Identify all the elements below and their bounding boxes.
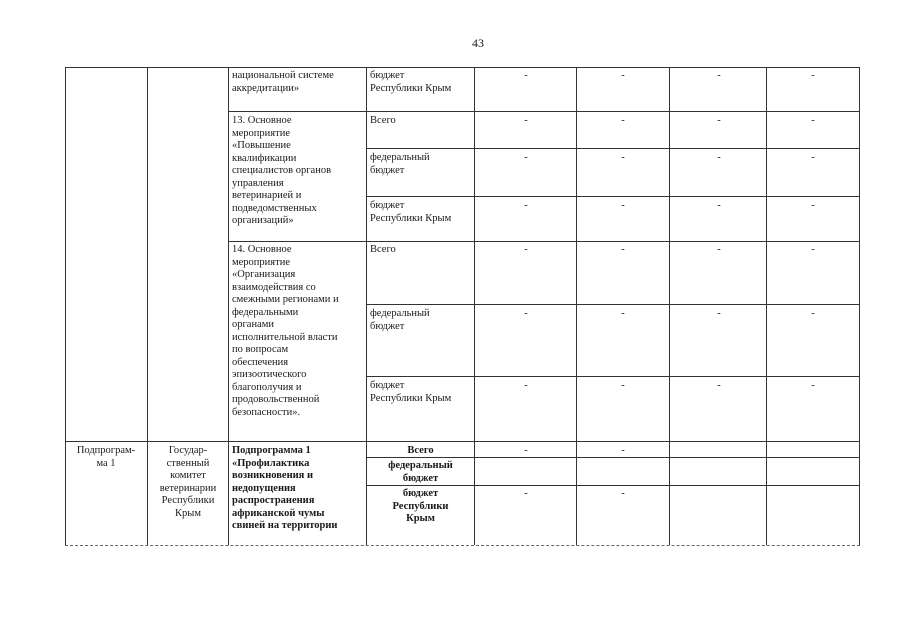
- value-cell: -: [621, 308, 625, 319]
- value-cell: -: [524, 244, 528, 255]
- col-border: [669, 67, 670, 545]
- status-cell: Подпрограм- ма 1: [76, 445, 136, 469]
- row-divider: [366, 376, 860, 377]
- value-cell: -: [811, 380, 815, 391]
- value-cell: -: [524, 380, 528, 391]
- value-cell: -: [621, 445, 625, 456]
- value-cell: -: [621, 152, 625, 163]
- row-divider: [366, 485, 860, 486]
- value-cell: -: [524, 115, 528, 126]
- funding-source-cell: федеральный бюджет: [388, 460, 453, 484]
- value-cell: -: [621, 70, 625, 81]
- value-cell: -: [717, 200, 721, 211]
- value-cell: -: [524, 152, 528, 163]
- executor-cell: Государ- ственный комитет ветеринарии Республики Крым: [159, 445, 217, 519]
- value-cell: -: [621, 380, 625, 391]
- row-divider: [366, 304, 860, 305]
- funding-source-cell: бюджет Республики Крым: [392, 488, 449, 524]
- value-cell: -: [717, 115, 721, 126]
- value-cell: -: [811, 152, 815, 163]
- value-cell: -: [621, 200, 625, 211]
- value-cell: -: [621, 244, 625, 255]
- funding-source-cell: Всего: [370, 115, 396, 126]
- col-border: [228, 67, 229, 545]
- col-border: [576, 67, 577, 545]
- funding-source-cell: Всего: [407, 445, 434, 456]
- measure-cell: национальной системе аккредитации»: [232, 70, 334, 94]
- table-bottom-border: [65, 545, 860, 546]
- value-cell: -: [524, 488, 528, 499]
- value-cell: -: [811, 200, 815, 211]
- measure-cell: 13. Основное мероприятие «Повышение квалификации специалистов органов управления ветеринарией и подведомственных организаций»: [232, 115, 332, 226]
- value-cell: -: [811, 308, 815, 319]
- value-cell: -: [811, 70, 815, 81]
- col-border: [474, 67, 475, 545]
- funding-source-cell: федеральный бюджет: [370, 152, 430, 176]
- page-number: 43: [472, 36, 484, 50]
- funding-source-cell: Всего: [370, 244, 396, 255]
- measure-cell: 14. Основное мероприятие «Организация взаимодействия со смежными регионами и федеральными органами исполнительной власти по вопросам обеспечения эпизоотического благополучия и продовольственной безопасности».: [232, 244, 339, 418]
- table-top-border: [65, 67, 860, 68]
- col-border: [766, 67, 767, 545]
- value-cell: -: [811, 115, 815, 126]
- value-cell: -: [524, 200, 528, 211]
- value-cell: -: [717, 380, 721, 391]
- value-cell: -: [717, 308, 721, 319]
- funding-source-cell: бюджет Республики Крым: [370, 70, 452, 94]
- row-divider: [65, 441, 860, 442]
- subprogram-name-cell: Подпрограмма 1 «Профилактика возникновения и недопущения распространения африканской чумы свиней на территории: [232, 445, 338, 531]
- value-cell: -: [717, 152, 721, 163]
- funding-source-cell: бюджет Республики Крым: [370, 380, 452, 404]
- col-border: [859, 67, 860, 545]
- value-cell: -: [621, 488, 625, 499]
- funding-source-cell: бюджет Республики Крым: [370, 200, 452, 224]
- row-divider: [366, 148, 860, 149]
- value-cell: -: [621, 115, 625, 126]
- value-cell: -: [524, 308, 528, 319]
- funding-source-cell: федеральный бюджет: [370, 308, 430, 332]
- value-cell: -: [524, 445, 528, 456]
- value-cell: -: [717, 70, 721, 81]
- value-cell: -: [811, 244, 815, 255]
- row-divider: [366, 196, 860, 197]
- value-cell: -: [524, 70, 528, 81]
- value-cell: -: [717, 244, 721, 255]
- col-border: [65, 67, 66, 545]
